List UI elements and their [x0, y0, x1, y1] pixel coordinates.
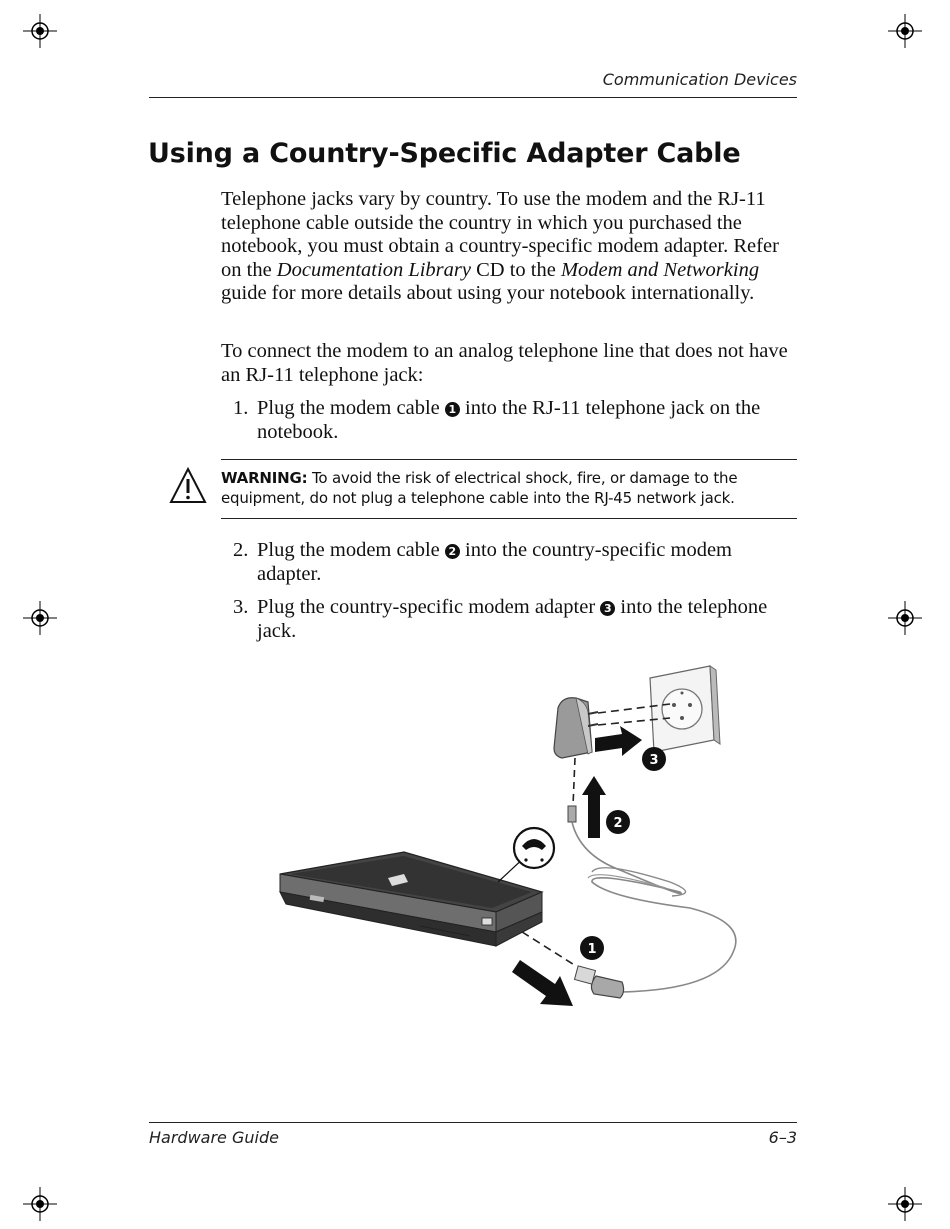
warning-text: WARNING: To avoid the risk of electrical shock, fire, or damage to the equipment, do not plug a telephone cable into the RJ-45 network jack. — [221, 469, 738, 507]
notebook-computer-icon — [280, 852, 542, 946]
step-text: Plug the modem cable 2 into the country-specific modem adapter. — [257, 539, 732, 585]
telephone-cable — [572, 822, 736, 992]
documentation-library-title: Documentation Library — [276, 258, 471, 281]
registration-mark-bottom-left — [23, 1187, 57, 1221]
callout-1-icon: 1 — [445, 402, 460, 417]
warning-label: WARNING: — [221, 469, 308, 487]
registration-mark-top-right — [888, 14, 922, 48]
rj11-plug-icon — [568, 806, 576, 822]
callout-2-icon: 2 — [445, 544, 460, 559]
svg-text:1: 1 — [587, 942, 597, 957]
running-footer — [149, 1122, 797, 1151]
arrow-3-icon — [595, 726, 642, 756]
registration-mark-bottom-right — [888, 1187, 922, 1221]
step-text: Plug the country-specific modem adapter 3 into the telephone jack. — [257, 596, 768, 642]
warning-notice — [221, 459, 797, 519]
svg-text:2: 2 — [613, 816, 623, 831]
wall-jack-icon — [650, 666, 720, 752]
step-number: 3. — [233, 596, 249, 618]
registration-mark-mid-right — [888, 601, 922, 635]
registration-mark-mid-left — [23, 601, 57, 635]
modem-connection-illustration — [270, 660, 750, 1020]
registration-mark-top-left — [23, 14, 57, 48]
intro-paragraph: Telephone jacks vary by country. To use the modem and the RJ-11 telephone cable outside the country in which you purchased the notebook, you must obtain a country-specific modem adapter. Refer on the Documentation Library CD to the Modem and Networking guide for more details about using your notebook internationally. — [221, 188, 779, 305]
arrow-2-icon — [582, 776, 606, 838]
page-number: 6–3 — [768, 1128, 797, 1147]
phone-jack-symbol-icon — [498, 828, 554, 882]
step-text: Plug the modem cable 1 into the RJ-11 telephone jack on the notebook. — [257, 397, 761, 443]
lead-in-paragraph: To connect the modem to an analog telephone line that does not have an RJ-11 telephone jack: — [221, 340, 788, 386]
warning-triangle-icon — [168, 466, 208, 506]
step-number: 1. — [233, 397, 249, 419]
modem-plug-icon — [574, 966, 623, 998]
header-section-title: Communication Devices — [602, 70, 797, 89]
running-header — [149, 70, 797, 98]
footer-guide-name: Hardware Guide — [149, 1128, 279, 1147]
step-number: 2. — [233, 539, 249, 561]
arrow-1-icon — [512, 960, 573, 1006]
callout-3-icon: 3 — [600, 601, 615, 616]
page-title: Using a Country-Specific Adapter Cable — [148, 138, 741, 169]
modem-networking-guide-title: Modem and Networking — [560, 258, 760, 281]
svg-text:3: 3 — [649, 753, 659, 768]
